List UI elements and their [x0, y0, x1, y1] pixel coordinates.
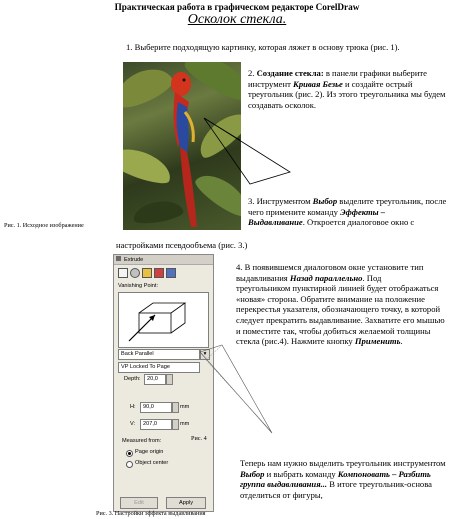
v-unit: mm	[180, 421, 190, 427]
measured-from-label: Measured from:	[122, 438, 162, 444]
step-1-text: 1. Выберите подходящую картинку, которая ляжет в основу трюка (рис. 1).	[126, 42, 400, 52]
extrude-type-value: Back Parallel	[121, 351, 154, 357]
page-origin-label: Page origin	[135, 449, 164, 455]
step-3-continuation: настройками псевдообъема (рис. 3.)	[116, 240, 248, 250]
depth-label: Depth:	[124, 376, 141, 382]
step-2-text: 2. Создание стекла: в панели графики выберите инструмент Кривая Безье и создайте острый треугольник (рис. 2). Из этого треугольника мы будем создавать осколок.	[248, 68, 446, 110]
vp-lock-value: VP Locked To Page	[121, 364, 170, 370]
dialog-title: Extrude	[124, 256, 144, 263]
caption-fig-4: Рис. 4	[191, 435, 207, 442]
apply-button[interactable]: Apply	[166, 497, 206, 509]
v-label: V:	[130, 421, 136, 427]
v-value: 207,0	[143, 421, 157, 427]
edit-button[interactable]: Edit	[120, 497, 158, 509]
step-3-text: 3. Инструментом Выбор выделите треугольник, после чего примените команду Эффекты – Выдавливание. Откроется диалоговое окно с	[248, 196, 447, 228]
object-center-label: Object center	[135, 460, 169, 466]
doc-subtitle: Осколок стекла.	[187, 12, 287, 27]
h-label: H:	[130, 404, 136, 410]
h-unit: mm	[180, 404, 190, 410]
chevron-down-icon[interactable]: ▾	[200, 349, 210, 360]
caption-fig-3: Рис. 3. Настройки эффекта выдавливания	[96, 510, 206, 517]
step-5-text: Теперь нам нужно выделить треугольник инструментом Выбор и выбрать команду Компоновать – Разбить группа выдавливания... В итоге треугольник-основа отделиться от фигуры,	[240, 458, 446, 500]
caption-fig-1: Рис. 1. Исходное изображение	[4, 222, 84, 229]
step-4-text: 4. В появившемся диалоговом окне установите тип выдавливания Назад параллельно. Под треугольником пунктирной линией будет отображаться «новая» сторона. Обратите внимание на положение перекрестья указателя, обозначающего точку, в которой следует прекратить выдавливание. Захватите его мышью и поместите так, чтобы добиться желаемой толщины стекла (рис.4). Нажмите кнопку Применить.	[236, 262, 445, 347]
vanishing-point-label: Vanishing Point:	[118, 283, 159, 289]
depth-value: 20,0	[147, 376, 158, 382]
doc-title: Практическая работа в графическом редакторе CorelDraw	[114, 2, 360, 12]
h-value: 90,0	[143, 404, 154, 410]
